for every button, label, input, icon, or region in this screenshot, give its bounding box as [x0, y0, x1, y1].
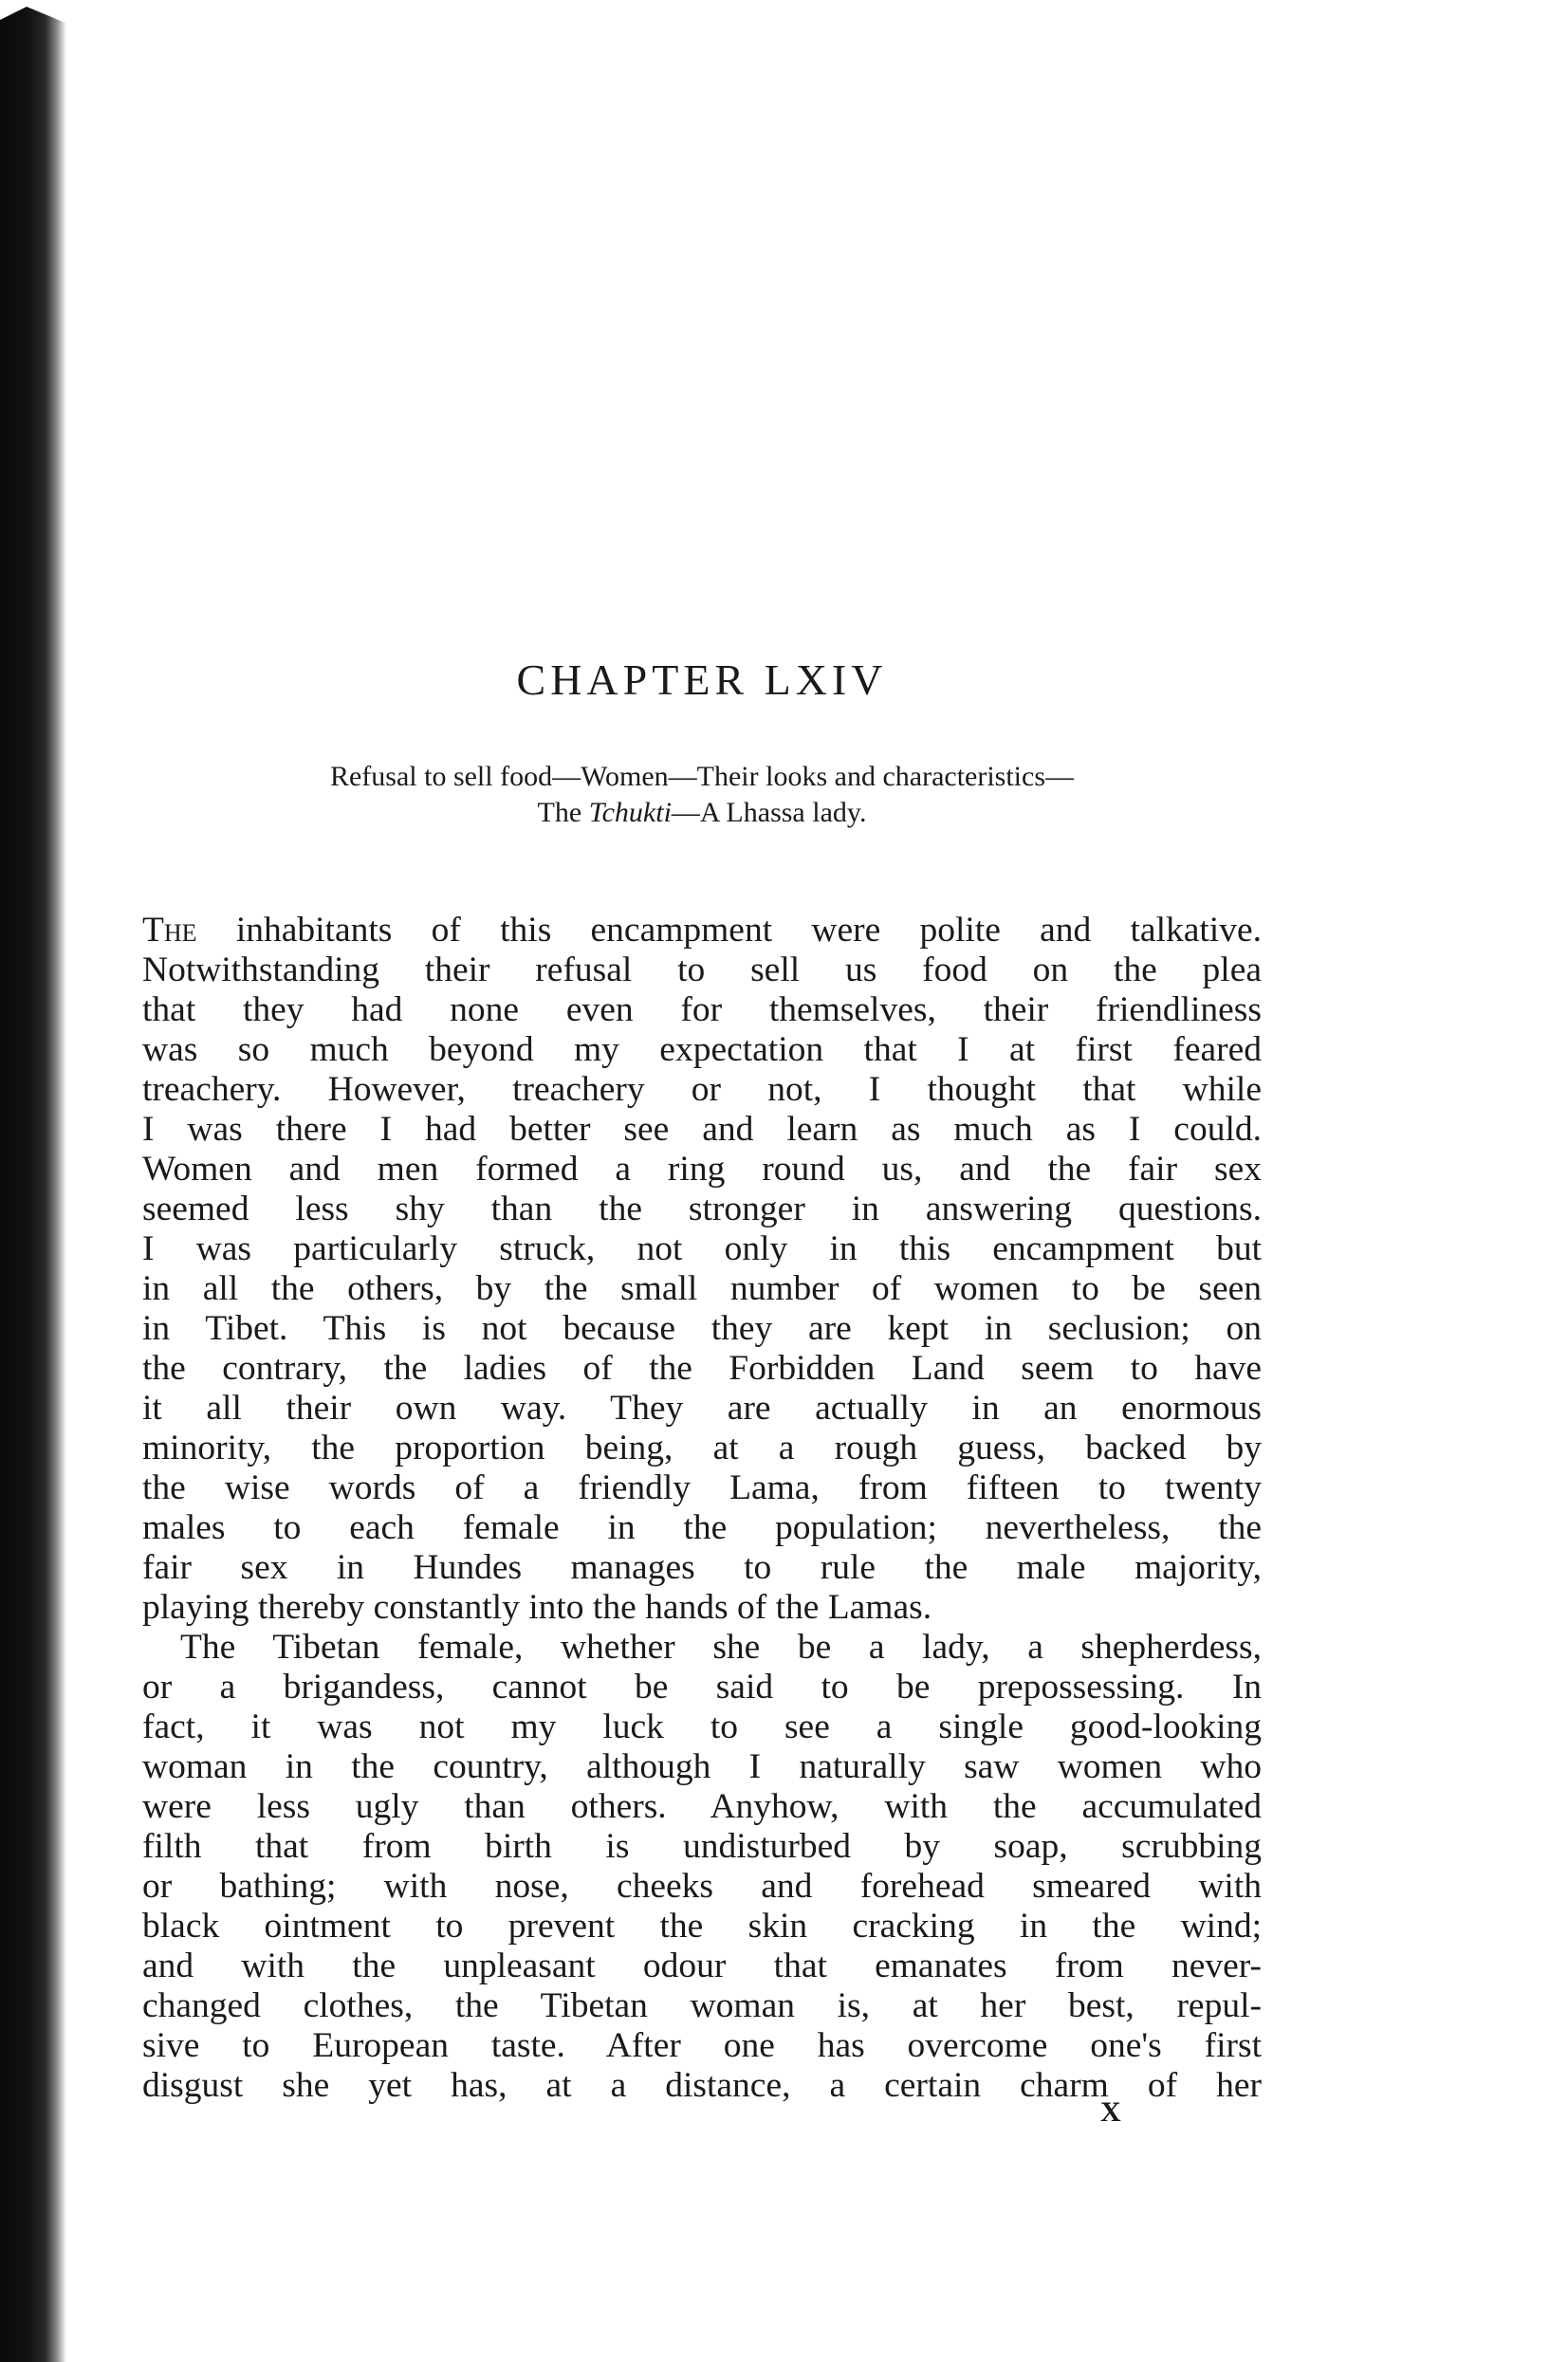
opening-word: The [142, 911, 197, 950]
text-line: or bathing; with nose, cheeks and forehead smeared with [142, 1867, 1262, 1906]
text-line: disgust she yet has, at a distance, a certain charm of her [142, 2066, 1262, 2105]
text-line: males to each female in the population; nevertheless, the [142, 1508, 1262, 1547]
scan-binding-edge [0, 0, 66, 2362]
text-line: or a brigandess, cannot be said to be prepossessing. In [142, 1668, 1262, 1707]
text-line: it all their own way. They are actually in an enormous [142, 1389, 1262, 1428]
text-line: I was there I had better see and learn as much as I could. [142, 1110, 1262, 1149]
text-line: black ointment to prevent the skin cracking in the wind; [142, 1907, 1262, 1946]
text-line: treachery. However, treachery or not, I thought that while [142, 1070, 1262, 1109]
text-line [142, 911, 1262, 950]
text-line: I was particularly struck, not only in this encampment but [142, 1229, 1262, 1268]
text-line: seemed less shy than the stronger in answering questions. [142, 1190, 1262, 1228]
summary-line-2-italic: Tchukti [588, 797, 672, 828]
text-line-content: inhabitants of this encampment were polite and talkative. [196, 911, 1262, 950]
summary-line-1: Refusal to sell food—Women—Their looks and characteristics— [329, 761, 1075, 792]
text-line: The Tibetan female, whether she be a lady, a shepherdess, [180, 1628, 1262, 1667]
text-line: Notwithstanding their refusal to sell us food on the plea [142, 950, 1262, 989]
text-line: changed clothes, the Tibetan woman is, at her best, repul- [142, 1986, 1262, 2025]
chapter-summary [142, 759, 1262, 831]
summary-line-2-pre: The [537, 797, 589, 828]
text-line: the contrary, the ladies of the Forbidden Land seem to have [142, 1349, 1262, 1388]
text-line: that they had none even for themselves, their friendliness [142, 990, 1262, 1029]
text-line: fair sex in Hundes manages to rule the male majority, [142, 1548, 1262, 1587]
text-line: sive to European taste. After one has overcome one's first [142, 2026, 1262, 2065]
text-line: in Tibet. This is not because they are kept in seclusion; on [142, 1309, 1262, 1348]
text-line: and with the unpleasant odour that emanates from never- [142, 1947, 1262, 1985]
text-line: woman in the country, although I naturally saw women who [142, 1747, 1262, 1786]
text-line: in all the others, by the small number of women to be seen [142, 1269, 1262, 1308]
summary-line-2 [142, 795, 1262, 831]
text-line: Women and men formed a ring round us, and the fair sex [142, 1150, 1262, 1189]
chapter-title: CHAPTER LXIV [516, 655, 888, 704]
text-line: were less ugly than others. Anyhow, with the accumulated [142, 1787, 1262, 1826]
text-line: fact, it was not my luck to see a single good-looking [142, 1707, 1262, 1746]
text-line: filth that from birth is undisturbed by soap, scrubbing [142, 1827, 1262, 1866]
signature-mark: X [1100, 2096, 1121, 2128]
text-line: minority, the proportion being, at a rough guess, backed by [142, 1429, 1262, 1467]
text-line: the wise words of a friendly Lama, from fifteen to twenty [142, 1468, 1262, 1507]
text-line: was so much beyond my expectation that I at first feared [142, 1030, 1262, 1069]
book-page [142, 0, 1262, 2362]
summary-line-2-post: —A Lhassa lady. [671, 797, 867, 828]
body-text [142, 911, 1262, 2106]
text-line: playing thereby constantly into the hands of the Lamas. [142, 1588, 932, 1627]
